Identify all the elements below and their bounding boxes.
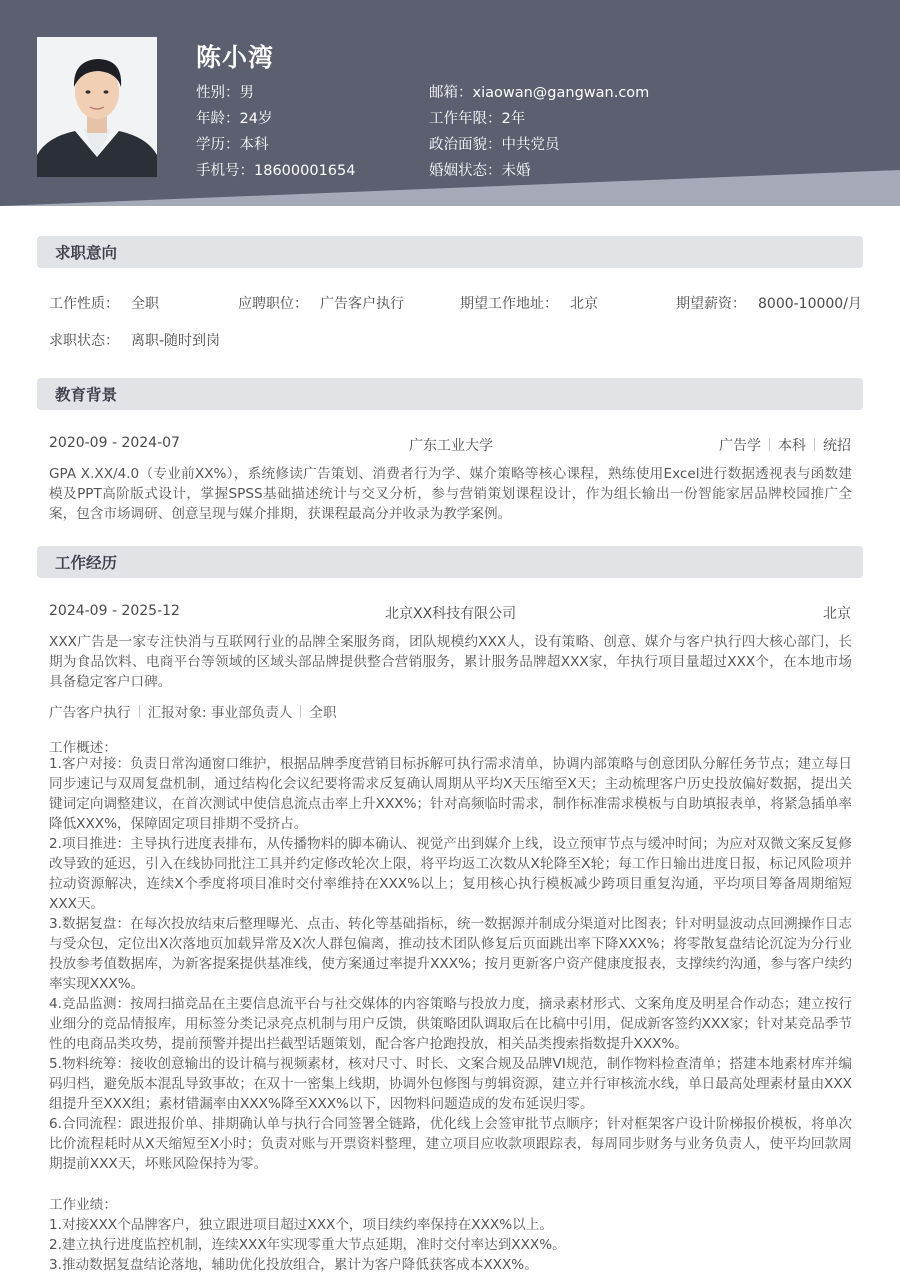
gender-label: 性别 ： xyxy=(196,85,240,101)
section-job-intent xyxy=(37,236,863,268)
job-status-value: 离职-随时到岗 xyxy=(131,333,221,349)
politics-value: 中共党员 xyxy=(501,137,560,153)
age-value: 24岁 xyxy=(239,111,273,127)
work-years-value: 2年 xyxy=(501,111,526,127)
achievement-item: 1.对接XXX个品牌客户，独立跟进项目超过XXX个，项目续约率保持在XXX%以上。 xyxy=(49,1217,553,1233)
avatar xyxy=(37,37,157,177)
section-title: 工作经历 xyxy=(55,554,118,572)
enrollment-type: 统招 xyxy=(823,438,851,454)
overview-label: 工作概述： xyxy=(49,740,117,756)
politics-field xyxy=(429,132,560,158)
position-value: 广告客户执行 xyxy=(320,296,404,312)
education-label: 学历 ： xyxy=(196,137,240,153)
phone-label: 手机号 ： xyxy=(196,163,254,179)
email-field xyxy=(429,80,649,106)
section-work-experience xyxy=(37,546,863,578)
phone-field xyxy=(196,158,355,184)
divider xyxy=(814,438,815,451)
email-label: 邮箱 ： xyxy=(429,85,473,101)
position-field xyxy=(238,293,404,313)
section-education xyxy=(37,378,863,410)
marital-label: 婚姻状态 ： xyxy=(429,163,502,179)
work-type-value: 全职 xyxy=(131,296,159,312)
divider xyxy=(769,438,770,451)
gender-field xyxy=(196,80,254,106)
company-description: XXX广告是一家专注快消与互联网行业的品牌全案服务商，团队规模约XXX人，设有策略、创意、媒介与客户执行四大核心部门，长期为食品饮料、电商平台等领域的区域头部品牌提供整合营销服务，累计服务品牌超XXX家，年执行项目量超过XXX个，在本地市场具备稳定客户口碑。 xyxy=(49,634,852,690)
salary-value: 8000-10000/月 xyxy=(758,296,862,312)
age-label: 年龄 ： xyxy=(196,111,240,127)
location-label: 期望工作地址 ： xyxy=(460,296,558,312)
duty-material-coordination: 5.物料统筹：接收创意输出的设计稿与视频素材，核对尺寸、时长、文案合规及品牌VI规范，制作物料检查清单；搭建本地素材库并编码归档，避免版本混乱导致事故；在双十一密集上线期，协调外包修图与剪辑资源，建立并行审核流水线，单日最高处理素材量由XXX组提升至XXX组；素材错漏率由XXX%降至XXX%以下，因物料问题造成的发布延误归零。 xyxy=(49,1056,852,1112)
work-city: 北京 xyxy=(823,606,851,622)
section-title: 教育背景 xyxy=(55,386,118,404)
age-field xyxy=(196,106,272,132)
job-status-label: 求职状态 ： xyxy=(49,333,119,349)
major: 广告学 xyxy=(719,438,761,454)
role-tags xyxy=(49,701,337,721)
section-title: 求职意向 xyxy=(55,244,118,262)
politics-label: 政治面貌 ： xyxy=(429,137,502,153)
work-type-label: 工作性质 ： xyxy=(49,296,119,312)
salary-label: 期望薪资 ： xyxy=(676,296,746,312)
candidate-name: 陈小湾 xyxy=(196,43,275,72)
portrait-image xyxy=(37,37,157,177)
education-tags xyxy=(719,435,851,455)
school-name: 广东工业大学 xyxy=(409,438,493,454)
divider xyxy=(300,705,301,718)
marital-value: 未婚 xyxy=(501,163,531,179)
work-type-field xyxy=(49,293,159,313)
duty-data-review: 3.数据复盘：在每次投放结束后整理曝光、点击、转化等基础指标，统一数据源并制成分渠道对比图表；针对明显波动点回溯操作日志与受众包，定位出X次落地页加载异常及X次人群包偏离，推动技术团队修复后页面跳出率下降XXX%；将零散复盘结论沉淀为分行业投放参考值数据库，为新客提案提供基准线，使方案通过率提升XXX%；按月更新客户资产健康度报表，支撑续约沟通，参与客户续约率实现XXX%。 xyxy=(49,916,852,992)
divider xyxy=(139,705,140,718)
education-description: GPA X.XX/4.0（专业前XX%），系统修读广告策划、消费者行为学、媒介策略等核心课程，熟练使用Excel进行数据透视表与函数建模及PPT高阶版式设计，掌握SPSS基础描述统计与交叉分析，参与营销策划课程设计，作为组长输出一份智能家居品牌校园推广全案，包含市场调研、创意呈现与媒介排期，获课程最高分并收录为教学案例。 xyxy=(49,466,852,522)
marital-field xyxy=(429,158,531,184)
gender-value: 男 xyxy=(239,85,254,101)
phone-value: 18600001654 xyxy=(254,163,356,179)
achievement-label: 工作业绩： xyxy=(49,1197,117,1213)
email-value: xiaowan@gangwan.com xyxy=(472,85,650,101)
education-value: 本科 xyxy=(239,137,269,153)
duty-competitor-monitoring: 4.竞品监测：按周扫描竞品在主要信息流平台与社交媒体的内容策略与投放力度，摘录素材形式、文案角度及明星合作动态；建立按行业细分的竞品情报库，用标签分类记录亮点机制与用户反馈，供策略团队调取后在比稿中引用，促成新客签约XXX家；针对某竞品季节性的电商品类攻势，提前预警并提出拦截型话题策划，配合客户抢跑投放，相关品类搜索指数提升XXX%。 xyxy=(49,996,852,1052)
position-label: 应聘职位 ： xyxy=(238,296,308,312)
duty-project-progress: 2.项目推进：主导执行进度表排布，从传播物料的脚本确认、视觉产出到媒介上线，设立预审节点与缓冲时间；为应对双微文案反复修改导致的延迟，引入在线协同批注工具并约定修改轮次上限，将平均返工次数从X轮降至X轮；每工作日输出进度日报，标记风险项并拉动资源解决，连续X个季度将项目准时交付率维持在XXX%以上；复用核心执行模板减少跨项目重复沟通，平均项目筹备周期缩短XXX天。 xyxy=(49,836,852,912)
work-years-field xyxy=(429,106,525,132)
work-dates: 2024-09 - 2025-12 xyxy=(49,603,180,619)
report-to: 汇报对象: 事业部负责人 xyxy=(147,705,293,721)
profile-header xyxy=(0,0,900,206)
duty-client-communication: 1.客户对接：负责日常沟通窗口维护，根据品牌季度营销目标拆解可执行需求清单，协调内部策略与创意团队分解任务节点；建立每日同步速记与双周复盘机制，通过结构化会议纪要将需求反复确认周期从平均X天压缩至X天；主动梳理客户历史投放偏好数据，提出关键词定向调整建议，在首次测试中使信息流点击率上升XXX%；针对高频临时需求，制作标准需求模板与自助填报表单，将紧急插单率降低XXX%，保障固定项目排期不受挤占。 xyxy=(49,756,852,832)
achievement-item: 2.建立执行进度监控机制，连续XXX年实现零重大节点延期，准时交付率达到XXX%。 xyxy=(49,1237,566,1253)
duty-contract-process: 6.合同流程：跟进报价单、排期确认单与执行合同签署全链路，优化线上会签审批节点顺序；针对框架客户设计阶梯报价模板，将单次比价流程耗时从X天缩短至X小时；负责对账与开票资料整理，建立项目应收款项跟踪表，每周同步财务与业务负责人，使平均回款周期提前XXX天，坏账风险保持为零。 xyxy=(49,1116,852,1172)
degree: 本科 xyxy=(778,438,806,454)
employment-type: 全职 xyxy=(309,705,337,721)
company-name: 北京XX科技有限公司 xyxy=(385,606,517,622)
achievement-item: 3.推动数据复盘结论落地，辅助优化投放组合，累计为客户降低获客成本XXX%。 xyxy=(49,1257,538,1273)
location-field xyxy=(460,293,598,313)
salary-field xyxy=(676,293,862,313)
work-years-label: 工作年限 ： xyxy=(429,111,502,127)
job-status-field xyxy=(49,330,220,350)
location-value: 北京 xyxy=(570,296,598,312)
education-field xyxy=(196,132,269,158)
education-dates: 2020-09 - 2024-07 xyxy=(49,435,180,451)
role: 广告客户执行 xyxy=(49,705,131,721)
